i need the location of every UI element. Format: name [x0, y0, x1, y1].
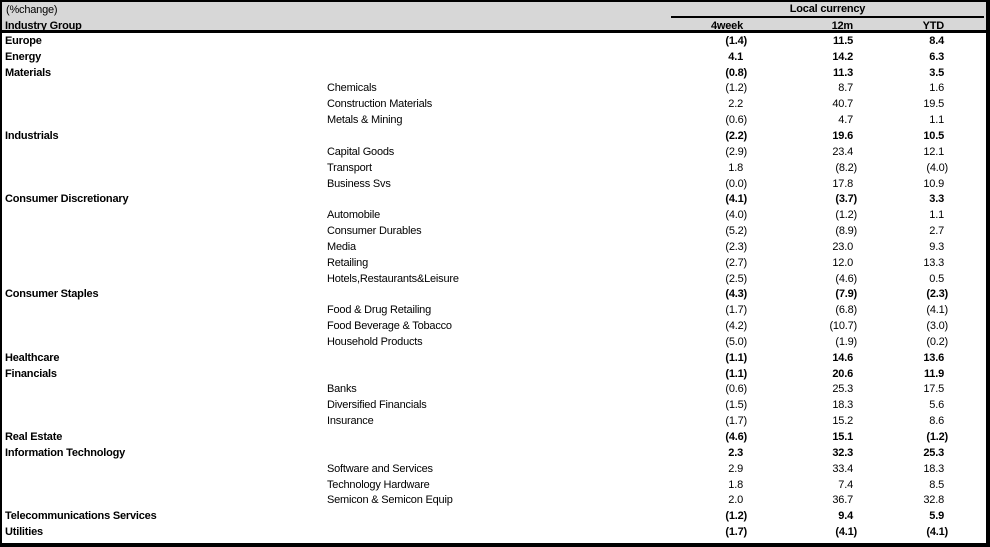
value-4week: 2.9	[728, 462, 743, 475]
value-4week: 1.8	[728, 478, 743, 491]
value-12m: 18.3	[832, 399, 853, 412]
value-ytd: 9.3	[929, 240, 944, 253]
value-12m: 40.7	[832, 98, 853, 111]
sub-industry-label: Retailing	[327, 256, 369, 269]
sub-industry-label: Semicon & Semicon Equip	[327, 494, 453, 507]
column-header-ytd: YTD	[922, 19, 944, 32]
value-4week: (0.8)	[725, 66, 747, 79]
value-4week: (2.7)	[725, 256, 747, 269]
value-ytd: (1.2)	[926, 431, 948, 444]
header-row-units	[2, 2, 986, 18]
value-12m: 15.2	[832, 415, 853, 428]
sub-industry-label: Metals & Mining	[327, 114, 403, 127]
value-ytd: 2.7	[929, 225, 944, 238]
value-12m: 9.4	[838, 510, 853, 523]
table-row	[2, 49, 986, 65]
table-row	[2, 492, 986, 508]
table-row	[2, 176, 986, 192]
value-4week: (1.5)	[725, 399, 747, 412]
sub-industry-label: Transport	[327, 161, 372, 174]
value-4week: (1.1)	[725, 351, 747, 364]
column-header-12m: 12m	[831, 19, 853, 32]
sub-industry-label: Banks	[327, 383, 357, 396]
table-row	[2, 96, 986, 112]
value-ytd: (4.1)	[926, 304, 948, 317]
table-row	[2, 508, 986, 524]
industry-group-label: Financials	[5, 367, 57, 380]
value-ytd: (2.3)	[926, 288, 948, 301]
value-ytd: 32.8	[923, 494, 944, 507]
industry-group-label: Consumer Staples	[5, 288, 99, 301]
table-row	[2, 366, 986, 382]
industry-group-column-header: Industry Group	[5, 19, 82, 32]
value-4week: (1.7)	[725, 526, 747, 539]
column-header-4week: 4week	[710, 19, 743, 32]
value-12m: (4.1)	[835, 526, 857, 539]
value-12m: 8.7	[838, 82, 853, 95]
sub-industry-label: Construction Materials	[327, 98, 433, 111]
industry-group-label: Energy	[5, 50, 42, 63]
sub-industry-label: Media	[327, 240, 356, 253]
value-12m: 11.3	[832, 66, 853, 79]
industry-group-label: Consumer Discretionary	[5, 193, 129, 206]
value-4week: (4.3)	[725, 288, 747, 301]
value-4week: (2.9)	[725, 145, 747, 158]
table-header	[2, 2, 986, 33]
value-ytd: 5.9	[929, 510, 944, 523]
table-row	[2, 81, 986, 97]
table-row	[2, 207, 986, 223]
value-ytd: 10.9	[923, 177, 944, 190]
value-4week: (5.0)	[725, 335, 747, 348]
value-4week: (1.7)	[725, 415, 747, 428]
sub-industry-label: Software and Services	[327, 462, 433, 475]
value-ytd: 17.5	[923, 383, 944, 396]
value-4week: (4.2)	[725, 320, 747, 333]
value-ytd: 8.4	[929, 34, 944, 47]
value-12m: (4.6)	[835, 272, 857, 285]
value-12m: 14.2	[832, 50, 853, 63]
value-4week: (1.2)	[725, 82, 747, 95]
value-4week: (1.1)	[725, 367, 747, 380]
table-row	[2, 65, 986, 81]
sub-industry-label: Insurance	[327, 415, 374, 428]
value-ytd: 8.5	[929, 478, 944, 491]
sub-industry-label: Food & Drug Retailing	[327, 304, 432, 317]
value-12m: (3.7)	[835, 193, 857, 206]
value-4week: (5.2)	[725, 225, 747, 238]
table-row	[2, 287, 986, 303]
table-row	[2, 524, 986, 540]
industry-group-label: Information Technology	[5, 446, 126, 459]
table-row	[2, 112, 986, 128]
percent-change-label: (%change)	[6, 4, 58, 16]
table-row	[2, 239, 986, 255]
table-row	[2, 382, 986, 398]
table-row	[2, 413, 986, 429]
value-12m: 33.4	[832, 462, 853, 475]
value-ytd: 1.6	[929, 82, 944, 95]
table-row	[2, 223, 986, 239]
value-12m: (1.2)	[835, 209, 857, 222]
value-12m: 11.5	[832, 34, 853, 47]
value-12m: 20.6	[832, 367, 853, 380]
value-ytd: 5.6	[929, 399, 944, 412]
value-ytd: 1.1	[929, 209, 944, 222]
industry-group-label: Healthcare	[5, 351, 60, 364]
value-ytd: 0.5	[929, 272, 944, 285]
value-12m: 32.3	[832, 446, 853, 459]
value-12m: (7.9)	[835, 288, 857, 301]
table-row	[2, 255, 986, 271]
industry-group-label: Europe	[5, 34, 42, 47]
value-12m: 19.6	[832, 129, 853, 142]
sub-industry-label: Automobile	[327, 209, 381, 222]
table-row	[2, 160, 986, 176]
value-4week: 2.0	[728, 494, 743, 507]
table-row	[2, 33, 986, 49]
table-row	[2, 302, 986, 318]
value-12m: 36.7	[832, 494, 853, 507]
value-12m: (8.9)	[835, 225, 857, 238]
value-12m: 15.1	[832, 431, 853, 444]
value-4week: (0.0)	[725, 177, 747, 190]
value-ytd: (0.2)	[926, 335, 948, 348]
table-row	[2, 191, 986, 207]
value-12m: (8.2)	[835, 161, 857, 174]
value-4week: 2.2	[728, 98, 743, 111]
value-ytd: 13.6	[923, 351, 944, 364]
industry-group-label: Real Estate	[5, 431, 63, 444]
value-4week: (4.1)	[725, 193, 747, 206]
table-body	[2, 33, 986, 540]
value-12m: 23.0	[832, 240, 853, 253]
value-ytd: 10.5	[923, 129, 944, 142]
sub-industry-label: Food Beverage & Tobacco	[327, 320, 452, 333]
industry-group-label: Telecommunications Services	[5, 510, 157, 523]
value-4week: (2.5)	[725, 272, 747, 285]
table-row	[2, 128, 986, 144]
value-12m: 4.7	[838, 114, 853, 127]
table-row	[2, 429, 986, 445]
table-row	[2, 144, 986, 160]
value-12m: 25.3	[832, 383, 853, 396]
value-4week: (2.2)	[725, 129, 747, 142]
value-ytd: 18.3	[923, 462, 944, 475]
value-ytd: 13.3	[923, 256, 944, 269]
table-row	[2, 477, 986, 493]
sub-industry-label: Chemicals	[327, 82, 377, 95]
value-ytd: 25.3	[923, 446, 944, 459]
value-4week: (4.0)	[725, 209, 747, 222]
value-4week: 2.3	[728, 446, 743, 459]
value-4week: (4.6)	[725, 431, 747, 444]
value-12m: 23.4	[832, 145, 853, 158]
value-ytd: 12.1	[923, 145, 944, 158]
value-12m: (10.7)	[829, 320, 857, 333]
sub-industry-label: Business Svs	[327, 177, 391, 190]
value-4week: (1.2)	[725, 510, 747, 523]
value-12m: 12.0	[832, 256, 853, 269]
value-4week: (0.6)	[725, 114, 747, 127]
value-12m: 7.4	[838, 478, 853, 491]
value-4week: 4.1	[728, 50, 743, 63]
value-ytd: 11.9	[923, 367, 944, 380]
sub-industry-label: Hotels,Restaurants&Leisure	[327, 272, 459, 285]
local-currency-column-group-header: Local currency	[671, 2, 984, 18]
value-ytd: 19.5	[923, 98, 944, 111]
value-ytd: (3.0)	[926, 320, 948, 333]
value-4week: (0.6)	[725, 383, 747, 396]
sub-industry-label: Technology Hardware	[327, 478, 430, 491]
value-ytd: 6.3	[929, 50, 944, 63]
header-row-columns	[2, 18, 986, 33]
value-ytd: 8.6	[929, 415, 944, 428]
sub-industry-label: Household Products	[327, 335, 423, 348]
value-12m: (6.8)	[835, 304, 857, 317]
value-ytd: (4.1)	[926, 526, 948, 539]
table-row	[2, 461, 986, 477]
value-4week: (1.4)	[725, 34, 747, 47]
table-row	[2, 271, 986, 287]
table-row	[2, 445, 986, 461]
value-4week: 1.8	[728, 161, 743, 174]
value-ytd: 3.5	[929, 66, 944, 79]
sub-industry-label: Diversified Financials	[327, 399, 427, 412]
value-12m: 14.6	[832, 351, 853, 364]
table-row	[2, 334, 986, 350]
value-ytd: 1.1	[929, 114, 944, 127]
sub-industry-label: Capital Goods	[327, 145, 395, 158]
value-4week: (1.7)	[725, 304, 747, 317]
value-ytd: (4.0)	[926, 161, 948, 174]
industry-group-label: Industrials	[5, 129, 59, 142]
value-12m: 17.8	[832, 177, 853, 190]
table-row	[2, 350, 986, 366]
industry-group-label: Materials	[5, 66, 51, 79]
value-ytd: 3.3	[929, 193, 944, 206]
table-row	[2, 397, 986, 413]
industry-group-label: Utilities	[5, 526, 43, 539]
value-12m: (1.9)	[835, 335, 857, 348]
value-4week: (2.3)	[725, 240, 747, 253]
sub-industry-label: Consumer Durables	[327, 225, 422, 238]
table-row	[2, 318, 986, 334]
